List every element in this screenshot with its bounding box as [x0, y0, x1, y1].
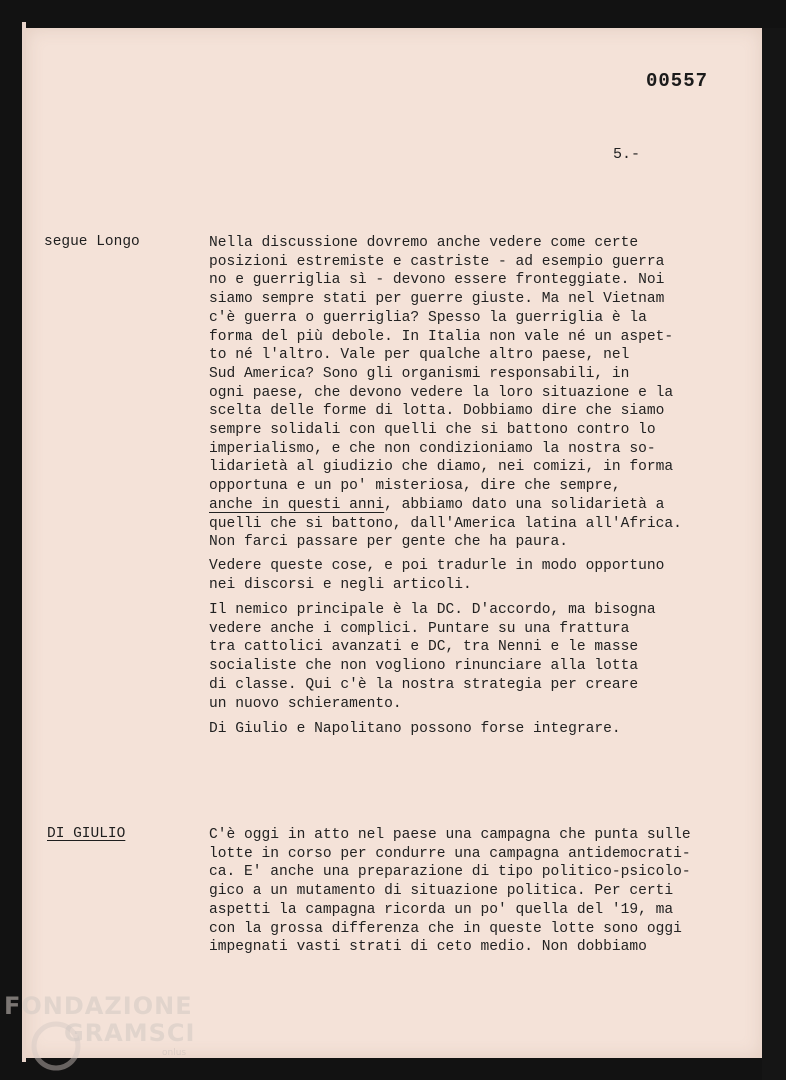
fondazione-gramsci-watermark — [4, 992, 204, 1072]
paragraph-longo-1 — [209, 234, 729, 552]
paragraph-text: Nella discussione dovremo anche vedere come certe posizioni estremiste e castriste - ad esempio guerra no e guerriglia sì - devono essere fronteggiate. Noi siamo sempre stati per guerre giuste. Ma nel Vietnam c'è guerra o guerriglia? Spesso la guerriglia è la forma del più debole. In Italia non vale né un aspet- to né l'altro. Vale per qualche altro paese, nel Sud America? Sono gli organismi responsabili, in ogni paese, che devono vedere la loro situazione e la scelta delle forme di lotta. Dobbiamo dire che siamo sempre solidali con quelli che si battono contro lo imperialismo, e che non condizioniamo la nostra so- lidarietà al giudizio che diamo, nei comizi, in forma opportuna e un po' misteriosa, dire che sempre, — [209, 235, 674, 495]
watermark-suffix: onlus — [162, 1048, 187, 1058]
speaker-label-di-giulio: DI GIULIO — [47, 826, 126, 842]
paragraph-longo-2: Vedere queste cose, e poi tradurle in modo opportuno nei discorsi e negli articoli. — [209, 558, 665, 593]
paragraph-longo-4: Di Giulio e Napolitano possono forse integrare. — [209, 721, 621, 737]
paragraph-longo-3: Il nemico principale è la DC. D'accordo, ma bisogna vedere anche i complici. Puntare su una frattura tra cattolici avanzati e DC, tra Nenni e le masse socialiste che non vogliono rinunciare alla lotta di classe. Qui c'è la nostra strategia per creare un nuovo schieramento. — [209, 602, 656, 712]
document-number: 00557 — [646, 70, 709, 92]
underlined-phrase: anche in questi anni — [209, 496, 385, 513]
page-reference: 5.- — [613, 146, 641, 163]
binder-edge — [762, 28, 786, 1080]
paragraph-di-giulio-1: C'è oggi in atto nel paese una campagna che punta sulle lotte in corso per condurre una campagna antidemocrati- ca. E' anche una preparazione di tipo politico-psicolo- gico a un mutamento di situazione politica. Per certi aspetti la campagna ricorda un po' quella del '19, ma con la grossa differenza che in queste lotte sono oggi impegnati vasti strati di ceto medio. Non dobbiamo — [209, 827, 691, 956]
speaker-label-longo: segue Longo — [44, 234, 140, 250]
watermark-line1: FONDAZIONE — [4, 992, 193, 1020]
paragraph-text: , abbiamo dato una solidarietà a quelli che si battono, dall'America latina all'Africa. Non farci passare per gente che ha paura. — [209, 496, 682, 551]
watermark-line2: GRAMSCI — [64, 1019, 196, 1047]
